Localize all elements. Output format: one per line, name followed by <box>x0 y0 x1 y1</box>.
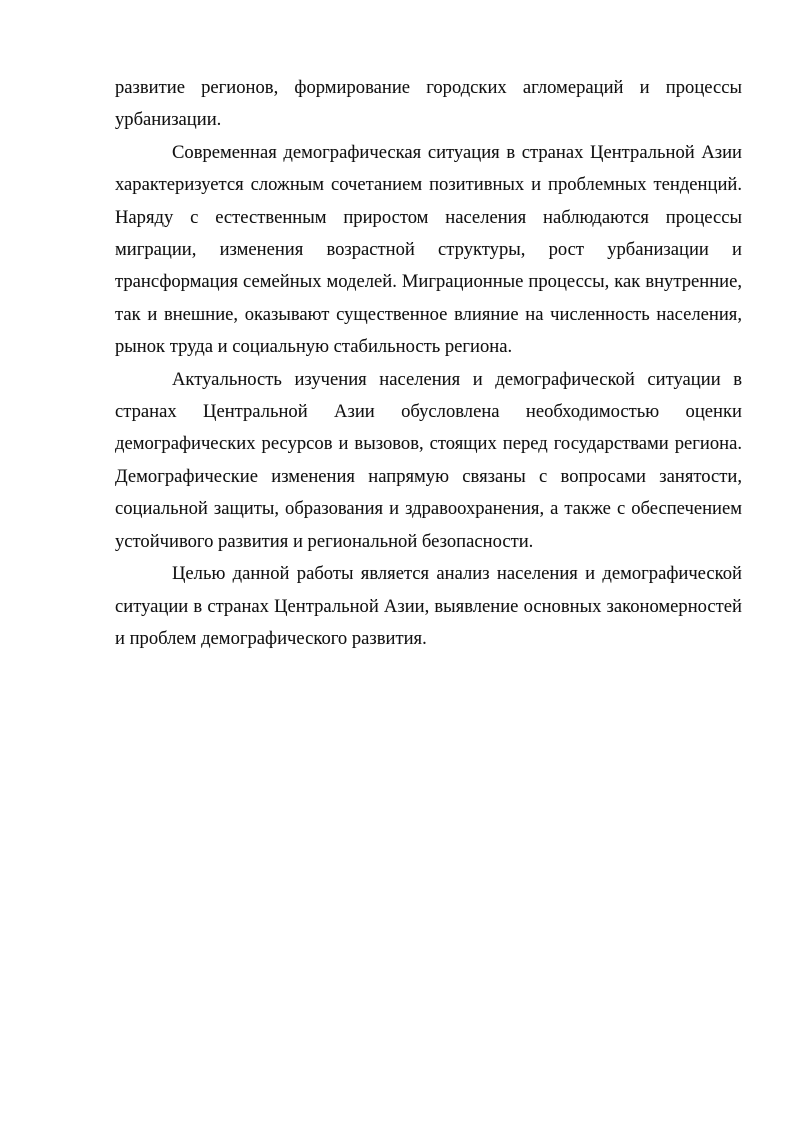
document-body <box>115 72 742 655</box>
paragraph-demographic-situation: Современная демографическая ситуация в странах Центральной Азии характеризуется сложным сочетанием позитивных и проблемных тенденций. Наряду с естественным приростом населения наблюдаются процессы миграции, изменения возрастной структуры, рост урбанизации и трансформация семейных моделей. Миграционные процессы, как внутренние, так и внешние, оказывают существенное влияние на численность населения, рынок труда и социальную стабильность региона. <box>115 141 742 358</box>
paragraph-continuation: развитие регионов, формирование городских агломераций и процессы урбанизации. <box>115 77 742 131</box>
paragraph-relevance: Актуальность изучения населения и демографической ситуации в странах Центральной Азии обусловлена необходимостью оценки демографических ресурсов и вызовов, стоящих перед государствами региона. Демографические изменения напрямую связаны с вопросами занятости, социальной защиты, образования и здравоохранения, а также с обеспечением устойчивого развития и региональной безопасности. <box>115 368 742 552</box>
paragraph-goal: Целью данной работы является анализ населения и демографической ситуации в странах Центральной Азии, выявление основных закономерностей и проблем демографического развития. <box>115 563 742 649</box>
